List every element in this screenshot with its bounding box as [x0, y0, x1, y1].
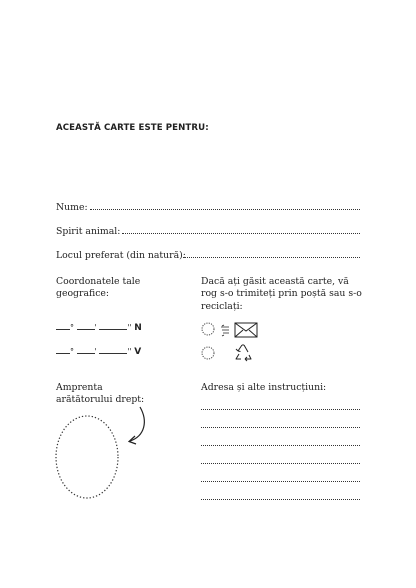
coordinates-label: Coordonatele tale geografice: — [56, 276, 141, 300]
mail-option[interactable] — [201, 321, 261, 339]
minutes-blank[interactable] — [77, 321, 95, 330]
spirit-animal-label: Spirit animal: — [56, 226, 121, 237]
second-symbol: '' — [127, 323, 132, 332]
page-title: ACEASTĂ CARTE ESTE PENTRU: — [56, 123, 209, 133]
address-line[interactable] — [201, 499, 360, 500]
fingerprint-label: Amprenta arătătorului drept: — [56, 382, 145, 406]
arrow-icon — [130, 407, 144, 441]
degree-symbol: ° — [70, 323, 74, 332]
favorite-place-label: Locul preferat (din natură): — [56, 250, 186, 261]
recycle-option[interactable] — [201, 343, 261, 363]
recycle-icon — [236, 345, 251, 361]
second-symbol: '' — [127, 347, 132, 356]
fingerprint-oval — [56, 416, 118, 498]
favorite-place-field-line[interactable] — [183, 257, 360, 258]
checkbox-circle-icon — [202, 323, 214, 335]
address-line[interactable] — [201, 481, 360, 482]
fingerprint-area[interactable] — [52, 403, 152, 503]
degrees-blank[interactable] — [56, 345, 70, 354]
address-line[interactable] — [201, 427, 360, 428]
coordinate-west-row[interactable] — [56, 345, 141, 357]
found-book-text: Dacă ați găsit această carte, vă rog s-o trimiteți prin poștă sau s-o reciclați: — [201, 276, 362, 312]
envelope-icon — [221, 323, 257, 337]
west-label: V — [134, 347, 142, 357]
name-label: Nume: — [56, 202, 88, 213]
seconds-blank[interactable] — [99, 321, 127, 330]
seconds-blank[interactable] — [99, 345, 127, 354]
minute-symbol: ' — [94, 323, 97, 332]
name-field-line[interactable] — [90, 209, 360, 210]
address-label: Adresa și alte instrucțiuni: — [201, 382, 327, 393]
coordinate-north-row[interactable] — [56, 321, 142, 333]
degree-symbol: ° — [70, 347, 74, 356]
minute-symbol: ' — [94, 347, 97, 356]
minutes-blank[interactable] — [77, 345, 95, 354]
checkbox-circle-icon — [202, 347, 214, 359]
degrees-blank[interactable] — [56, 321, 70, 330]
address-line[interactable] — [201, 445, 360, 446]
address-line[interactable] — [201, 409, 360, 410]
north-label: N — [134, 323, 142, 333]
address-line[interactable] — [201, 463, 360, 464]
spirit-animal-field-line[interactable] — [122, 233, 360, 234]
